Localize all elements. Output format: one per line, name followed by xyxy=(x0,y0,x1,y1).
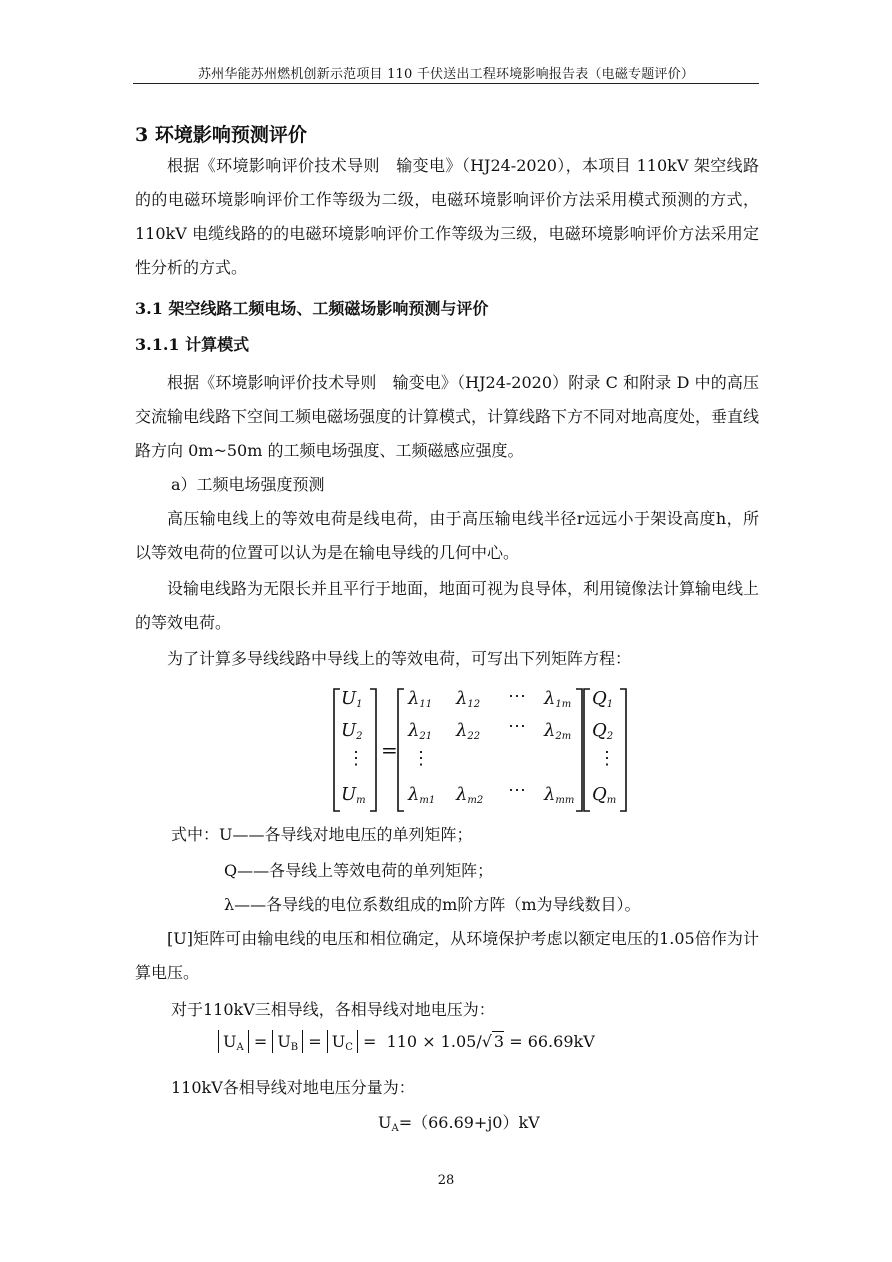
calc-mode-paragraph: 根据《环境影响评价技术导则 输变电》（HJ24-2020）附录 C 和附录 D 中的高压交流输电线路下空间工频电磁场强度的计算模式，计算线路下方不同对地高度处，垂直线路方向 0m~50m 的工频电场强度、工频磁感应强度。 xyxy=(135,373,760,460)
lambda-cell: $\lambda_{22}$ xyxy=(456,720,481,742)
image-method-paragraph: 设输电线路为无限长并且平行于地面，地面可视为良导体，利用镜像法计算输电线上的等效电荷。 xyxy=(135,579,760,632)
u-entry: $U_1$ xyxy=(341,688,363,710)
definition-lambda: λ——各导线的电位系数组成的m阶方阵（m为导线数目）。 xyxy=(224,895,641,914)
voltage-result: 66.69kV xyxy=(527,1032,595,1051)
components-intro: 110kV各相导线对地电压分量为： xyxy=(171,1078,415,1097)
lambda-cell: $\lambda_{12}$ xyxy=(456,688,481,710)
matrix-intro-paragraph: 为了计算多导线线路中导线上的等效电荷，可写出下列矩阵方程： xyxy=(167,649,632,668)
lambda-cell: $\lambda_{2m}$ xyxy=(544,720,572,742)
page-number: 28 xyxy=(437,1173,455,1188)
lambda-cell: $\lambda_{1m}$ xyxy=(544,688,572,710)
q-entry: $Q_m$ xyxy=(592,784,617,806)
q-entry: $Q_1$ xyxy=(592,688,614,710)
uc-magnitude: $U_C$ xyxy=(327,1030,358,1053)
equivalent-charge-paragraph: 高压输电线上的等效电荷是线电荷，由于高压输电线半径r远远小于架设高度h，所以等效电荷的位置可以认为是在输电导线的几何中心。 xyxy=(135,509,759,562)
equals-sign: = xyxy=(381,738,398,762)
lambda-cell: ⋮ xyxy=(412,748,430,769)
item-a-label: a）工频电场强度预测 xyxy=(171,475,325,494)
u-entry: $U_m$ xyxy=(341,784,366,806)
lambda-cell: ⋯ xyxy=(508,780,526,801)
definition-q: Q——各导线上等效电荷的单列矩阵； xyxy=(224,861,494,880)
phase-voltage-formula: $U_A = U_B = U_C = 110$ × 1.05∕√ 3 = 66.69kV xyxy=(218,1032,595,1053)
lambda-cell: ⋯ xyxy=(508,686,526,707)
running-header: 苏州华能苏州燃机创新示范项目 110 千伏送出工程环境影响报告表（电磁专题评价） xyxy=(197,67,695,82)
three-phase-intro: 对于110kV三相导线，各相导线对地电压为： xyxy=(171,1000,495,1019)
q-entry: ⋮ xyxy=(598,748,616,769)
matrix-equation xyxy=(332,686,632,814)
section-3-intro: 根据《环境影响评价技术导则 输变电》（HJ24-2020），本项目 110kV 架空线路的的电磁环境影响评价工作等级为二级，电磁环境影响评价方法采用模式预测的方式，110kV 电缆线路的的电磁环境影响评价工作等级为三级，电磁环境影响评价方法采用定性分析的方式。 xyxy=(135,156,759,277)
ua-magnitude: $U_A$ xyxy=(218,1030,249,1053)
lambda-cell: $\lambda_{m1}$ xyxy=(408,784,436,806)
section-3-title: 3 环境影响预测评价 xyxy=(135,124,307,146)
u-entry: ⋮ xyxy=(347,748,365,769)
lambda-cell: ⋯ xyxy=(508,716,526,737)
lambda-cell: $\lambda_{11}$ xyxy=(408,688,433,710)
u-entry: $U_2$ xyxy=(341,720,363,742)
section-3-1-1-title: 3.1.1 计算模式 xyxy=(135,335,250,354)
ua-component: $U_A=(66.69+j0)kV$ xyxy=(378,1113,540,1134)
q-entry: $Q_2$ xyxy=(592,720,614,742)
lambda-cell: $\lambda_{21}$ xyxy=(408,720,433,742)
section-3-1-title: 3.1 架空线路工频电场、工频磁场影响预测与评价 xyxy=(135,299,489,318)
ub-magnitude: $U_B$ xyxy=(272,1030,303,1053)
u-matrix-paragraph: [U]矩阵可由输电线的电压和相位确定，从环境保护考虑以额定电压的1.05倍作为计算电压。 xyxy=(135,929,759,982)
definition-u: 式中：U——各导线对地电压的单列矩阵； xyxy=(171,825,473,844)
header-rule xyxy=(133,83,759,84)
lambda-cell: $\lambda_{mm}$ xyxy=(544,784,575,806)
lambda-cell: $\lambda_{m2}$ xyxy=(456,784,484,806)
